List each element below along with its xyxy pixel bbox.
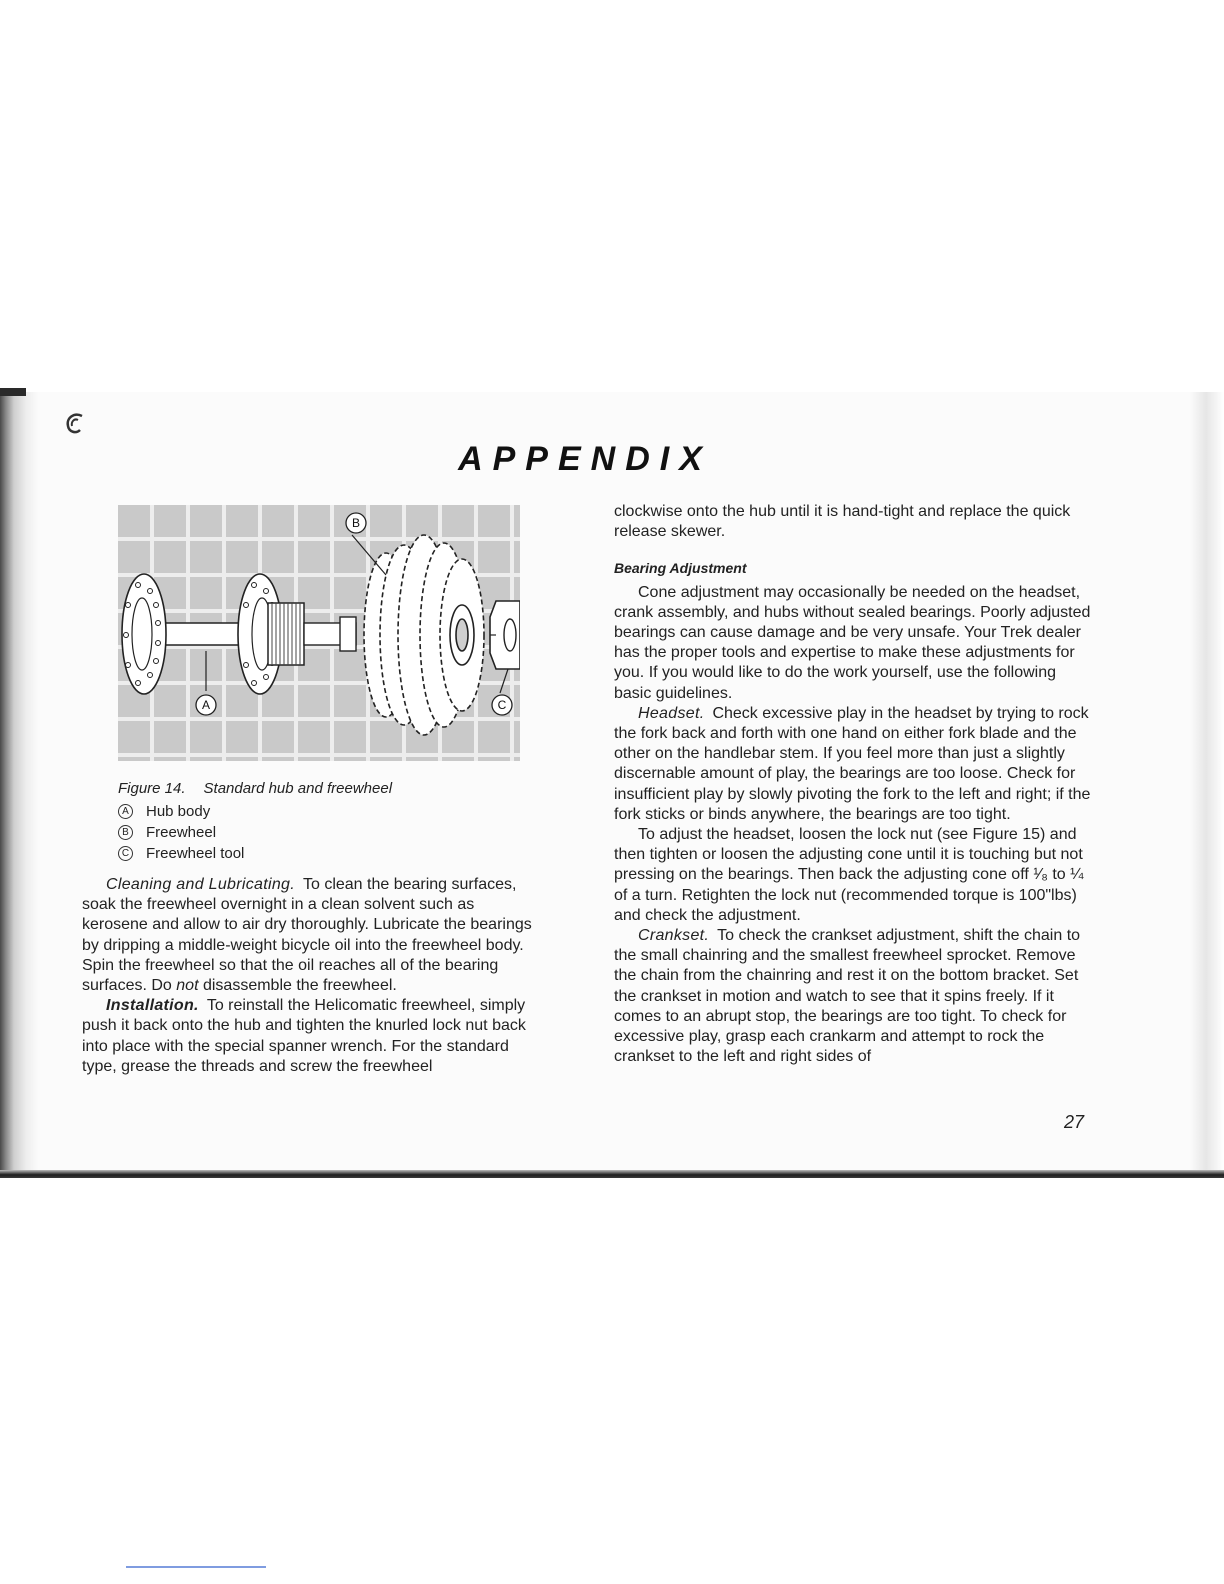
legend-item-hub-body: [118, 801, 538, 822]
adjust-text-2: to: [1052, 866, 1066, 884]
adjust-fraction-eighth: ¹⁄₈: [1033, 866, 1048, 884]
figure-caption: [118, 778, 538, 864]
legend-key-b: B: [118, 825, 133, 840]
right-column: [614, 502, 1094, 1067]
blue-underline-mark: [126, 1566, 266, 1568]
freewheel-tool: [490, 601, 520, 669]
legend-item-freewheel: [118, 822, 538, 843]
continued-paragraph: clockwise onto the hub until it is hand-tight and replace the quick release skewer.: [614, 503, 1071, 541]
page-number: 27: [1064, 1112, 1085, 1132]
cleaning-text-end: disassemble the freewheel.: [202, 977, 397, 995]
callout-a-letter: A: [201, 698, 211, 712]
installation-title: Installation.: [106, 997, 199, 1015]
legend-label-c: Freewheel tool: [146, 845, 245, 862]
callout-b-letter: B: [351, 516, 361, 530]
caption-text: Standard hub and freewheel: [203, 780, 393, 797]
legend-key-a: A: [118, 804, 133, 819]
caption-number: Figure 14.: [118, 780, 186, 797]
cleaning-paragraph: [82, 875, 542, 996]
left-column: [82, 875, 542, 1077]
installation-paragraph: [82, 996, 542, 1077]
cleaning-emphasis: not: [176, 977, 199, 995]
adjust-text-3: of a turn. Retighten the lock nut (recommended torque is 100"lbs) and check the adjustment.: [614, 886, 1077, 924]
freewheel-cassette: [364, 535, 484, 735]
page-bottom-edge: [0, 1170, 1224, 1178]
crankset-title: Crankset.: [638, 927, 710, 945]
caption-title: [118, 778, 538, 799]
hub-threaded-body: [268, 603, 304, 665]
page-top-edge: [0, 388, 26, 396]
cleaning-text: To clean the bearing surfaces, soak the freewheel overnight in a clean solvent such as kerosene and allow to air dry thoroughly. Lubricate the bearings by dripping a middle-weight bicycle oil into the freewheel body. Spin the freewheel so that the oil reaches all of the bearing surfaces. Do: [82, 876, 532, 995]
legend-item-freewheel-tool: [118, 843, 538, 864]
headset-paragraph: [614, 704, 1094, 825]
installation-text: To reinstall the Helicomatic freewheel, simply push it back onto the hub and tighten the knurled lock nut back into place with the special spanner wrench. For the standard type, grease the threads and screw the freewheel: [82, 997, 526, 1075]
callout-c-letter: C: [497, 698, 507, 712]
adjust-text-1: To adjust the headset, loosen the lock nut (see Figure 15) and then tighten or loosen the adjusting cone until it is touching but not pressing on the bearings. Then back the adjusting cone off: [614, 826, 1083, 884]
page-right-edge: [1190, 392, 1224, 1178]
headset-text: Check excessive play in the headset by trying to rock the fork back and forth with one hand on either fork blade and the other on the handlebar stem. If you feel more than just a slightly discernable amount of play, the bearings are too loose. Check for insufficient play by slowly pivoting the fork to the left and right; if the fork sticks or binds anywhere, the bearings are too tight.: [614, 704, 1091, 823]
adjust-headset-paragraph: [614, 825, 1094, 926]
headset-title: Headset.: [638, 704, 705, 722]
legend-label-a: Hub body: [146, 803, 211, 820]
bearing-adjustment-heading: Bearing Adjustment: [614, 560, 747, 577]
legend-key-c: C: [118, 846, 133, 861]
cleaning-title: Cleaning and Lubricating.: [106, 876, 295, 893]
crankset-paragraph: [614, 926, 1094, 1067]
legend-label-b: Freewheel: [146, 824, 217, 841]
hub-freewheel-figure: [118, 505, 520, 761]
bearing-intro-paragraph: Cone adjustment may occasionally be needed on the headset, crank assembly, and hubs without sealed bearings. Poorly adjusted bearings can cause damage and be very unsafe. Your Trek dealer has the proper tools and expertise to make these adjustments for you. If you would like to do the work yourself, use the following basic guidelines.: [614, 583, 1091, 702]
book-spine-shadow: [0, 392, 38, 1178]
adjust-fraction-quarter: ¼: [1070, 866, 1084, 884]
page-heading: APPENDIX: [458, 440, 712, 478]
binder-clip-mark: [60, 410, 90, 440]
crankset-text: To check the crankset adjustment, shift the chain to the small chainring and the smallest freewheel sprocket. Remove the chain from the chainring and rest it on the bottom bracket. Set the crankset in motion and watch to see that it spins freely. If it comes to an abrupt stop, the bearings are too tight. To check for excessive play, grasp each crankarm and attempt to rock the crankset to the left and right sides of: [614, 927, 1081, 1066]
